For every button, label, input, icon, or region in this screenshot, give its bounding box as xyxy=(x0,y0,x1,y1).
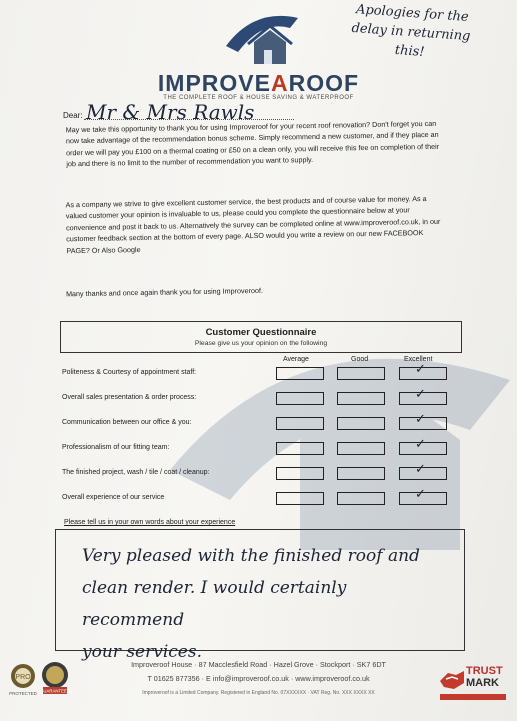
brand-name xyxy=(0,70,517,97)
questionnaire-title: Customer Questionnaire xyxy=(205,327,317,338)
greeting-label: Dear: xyxy=(63,111,83,120)
comment-label: Please tell us in your own words about your experience xyxy=(64,519,236,526)
footer-registration: Improveroof is a Limited Company. Registered in England No. 07XXXXXX · VAT Reg. No. XXX XXXX XX xyxy=(142,690,375,696)
tick-mark-icon: ✓ xyxy=(415,486,426,501)
comment-line-1: Very pleased with the finished roof and xyxy=(82,546,420,566)
comment-line-3: your services. xyxy=(82,642,202,662)
brand-part-3: ROOF xyxy=(288,70,360,96)
brand-part-1: IMPROVE xyxy=(157,70,271,96)
rating-checkbox-good[interactable] xyxy=(337,467,385,480)
rating-checkbox-good[interactable] xyxy=(337,392,385,405)
rating-checkbox-good[interactable] xyxy=(337,442,385,455)
question-label: Overall sales presentation & order process: xyxy=(62,394,197,401)
column-good: Good xyxy=(351,356,369,363)
rating-checkbox-average[interactable] xyxy=(276,392,324,405)
comment-text xyxy=(82,540,452,668)
footer-address: Improveroof House · 87 Macclesfield Road · Hazel Grove · Stockport · SK7 6DT xyxy=(131,660,386,669)
trustmark-bar xyxy=(440,694,506,700)
improveroof-logo-icon xyxy=(224,8,300,70)
rating-checkbox-good[interactable] xyxy=(337,417,385,430)
badge-left-1-text: PROTECTED xyxy=(9,691,37,696)
rating-checkbox-average[interactable] xyxy=(276,417,324,430)
tick-mark-icon: ✓ xyxy=(415,436,426,451)
question-label: Professionalism of our fitting team: xyxy=(62,444,170,451)
questionnaire-header xyxy=(60,321,462,353)
tick-mark-icon: ✓ xyxy=(415,461,426,476)
rating-checkbox-average[interactable] xyxy=(276,367,324,380)
rating-checkbox-average[interactable] xyxy=(276,467,324,480)
trustmark-badge xyxy=(436,663,506,703)
column-average: Average xyxy=(283,356,309,363)
rating-checkbox-average[interactable] xyxy=(276,442,324,455)
letter-paragraph-3: Many thanks and once again thank you for using Improveroof. xyxy=(65,285,264,299)
question-label: The finished project, wash / tile / coat / cleanup: xyxy=(62,469,210,476)
question-label: Politeness & Courtesy of appointment staff: xyxy=(62,369,197,376)
badge-left-2-text: GUARANTEED xyxy=(40,688,70,694)
question-label: Overall experience of our service xyxy=(62,494,165,501)
rating-checkbox-average[interactable] xyxy=(276,492,324,505)
trustmark-label-1: TRUST xyxy=(466,665,503,677)
brand-part-2: A xyxy=(271,70,289,96)
question-label: Communication between our office & you: xyxy=(62,419,192,426)
column-excellent: Excellent xyxy=(404,356,433,363)
rating-checkbox-good[interactable] xyxy=(337,367,385,380)
rating-checkbox-good[interactable] xyxy=(337,492,385,505)
tick-mark-icon: ✓ xyxy=(415,386,426,401)
brand-tagline: THE COMPLETE ROOF & HOUSE SAVING & WATERPROOF xyxy=(163,95,354,101)
footer-contact: T 01625 877356 · E info@improveroof.co.uk · www.improveroof.co.uk xyxy=(147,674,370,683)
letter-paragraph-2: As a company we strive to give excellent customer service, the best products and of course value for money. As a valued customer your opinion is invaluable to us, please could you complete the questionnaire below at your convenience and post it back to us. Alternatively the survey can be completed online at www.improveroof.co.uk, in our customer feedback section at the bottom of every page. ALSO would you write a review on our new FACEBOOK PAGE? Or Also Google xyxy=(65,194,441,255)
handwritten-note: Apologies for the delay in returning this! xyxy=(351,2,471,60)
trustmark-hands-icon xyxy=(438,665,466,693)
svg-text:PRO: PRO xyxy=(15,674,31,681)
tick-mark-icon: ✓ xyxy=(415,361,426,376)
comment-line-2: clean render. I would certainly recommend xyxy=(82,578,347,630)
customer-name: Mr & Mrs Rawls xyxy=(86,100,255,124)
letter-paragraph-1: May we take this opportunity to thank you for using Improveroof for your recent roof renovation? Don't forget you can now take advantage of the recommendation bonus scheme. Simply recommend a new customer, and if they place an order we will pay you £100 on a thermal coating or £50 on a clean only, you will receive this fee on completion of their job and there is no limit to the number of recommendation you want to supply. xyxy=(65,118,440,169)
trustmark-label-2: MARK xyxy=(466,677,499,689)
questionnaire-subtitle: Please give us your opinion on the following xyxy=(194,340,328,347)
tick-mark-icon: ✓ xyxy=(415,411,426,426)
